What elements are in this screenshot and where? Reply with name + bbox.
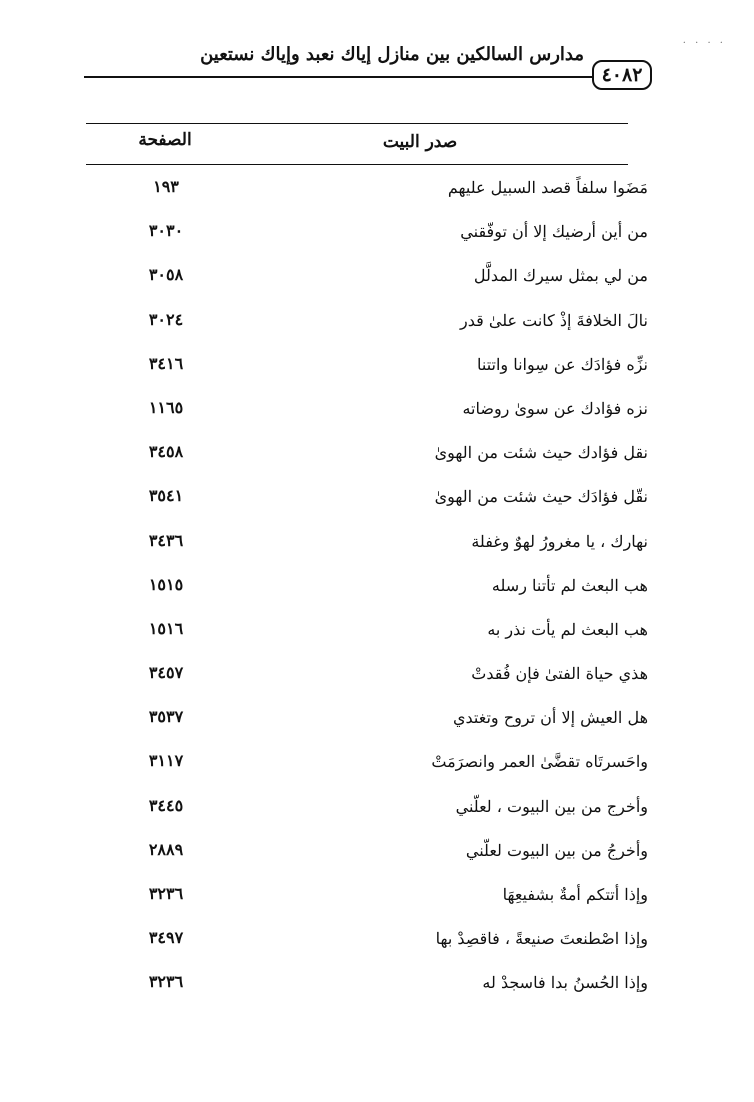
verse-text: هب البعث لم يأت نذر به bbox=[487, 619, 648, 639]
table-row bbox=[86, 166, 648, 210]
verse-text: من لي بمثل سيرك المدلَّل bbox=[473, 266, 648, 286]
table-row bbox=[86, 652, 648, 696]
column-header-page: الصفحة bbox=[138, 130, 192, 150]
verse-text: نزِّه فؤادَك عن سِوانا واتتنا bbox=[476, 354, 648, 374]
table-header-rule bbox=[86, 164, 628, 165]
page-ref: ٣٤٩٧ bbox=[148, 928, 184, 948]
verse-text: وأخرجُ من بين البيوت لعلّني bbox=[465, 840, 648, 860]
table-row bbox=[86, 254, 648, 298]
index-table-body bbox=[86, 166, 648, 1006]
verse-text: مَضَوا سلفاً قصد السبيل عليهم bbox=[447, 178, 648, 197]
table-row bbox=[86, 475, 648, 519]
verse-text: واحَسرتَاه تقضَّىٰ العمر وانصرَمَتْ bbox=[431, 752, 648, 772]
verse-text: وإذا الحُسنُ بدا فاسجدْ له bbox=[482, 973, 648, 993]
page-ref: ٣٠٢٤ bbox=[148, 309, 184, 329]
table-row bbox=[86, 740, 648, 784]
page-ref: ٣٠٥٨ bbox=[148, 265, 184, 285]
table-row bbox=[86, 785, 648, 829]
verse-text: هذي حياة الفتىٰ فإن فُقدتْ bbox=[471, 664, 648, 684]
table-row bbox=[86, 343, 648, 387]
page-ref: ٣٤٤٥ bbox=[148, 795, 184, 815]
verse-text: نزه فؤادك عن سوىٰ روضاته bbox=[462, 398, 648, 418]
page-ref: ٣٤١٦ bbox=[148, 353, 184, 373]
verse-text: هب البعث لم تأتنا رسله bbox=[491, 575, 648, 595]
page-ref: ٣٤٥٨ bbox=[148, 442, 184, 462]
page-ref: ٣٤٣٦ bbox=[148, 530, 184, 550]
table-top-rule bbox=[86, 123, 628, 124]
verse-text: وأخرج من بين البيوت ، لعلّني bbox=[455, 796, 648, 816]
column-header-verse: صدر البيت bbox=[382, 132, 458, 152]
header-rule bbox=[84, 76, 594, 78]
table-row bbox=[86, 210, 648, 254]
table-row bbox=[86, 961, 648, 1005]
verse-text: وإذا اصْطنعتَ صنيعةً ، فاقصِدْ بها bbox=[435, 929, 648, 949]
running-header-title: مدارس السالكين بين منازل إياك نعبد وإياك نستعين bbox=[200, 44, 584, 65]
page-ref: ١٥١٦ bbox=[148, 618, 184, 638]
table-row bbox=[86, 431, 648, 475]
page-ref: ١٥١٥ bbox=[148, 574, 184, 594]
table-row bbox=[86, 829, 648, 873]
page-ref: ١٩٣ bbox=[153, 177, 179, 196]
page-number: ٤٠٨٢ bbox=[601, 64, 643, 86]
page-ref: ٣٢٣٦ bbox=[148, 972, 184, 992]
table-row bbox=[86, 873, 648, 917]
page-ref: ١١٦٥ bbox=[148, 397, 184, 417]
table-row bbox=[86, 387, 648, 431]
page-ref: ٣٢٣٦ bbox=[148, 884, 184, 903]
table-row bbox=[86, 696, 648, 740]
verse-text: نهارك ، يا مغرورُ لهوٌ وغفلة bbox=[471, 531, 648, 551]
verse-text: نقل فؤادك حيث شئت من الهوىٰ bbox=[434, 443, 648, 463]
page-ref: ٣٥٤١ bbox=[148, 486, 184, 506]
corner-mark: · · · · bbox=[682, 38, 726, 49]
page-ref: ٣١١٧ bbox=[148, 751, 184, 771]
page-ref: ٣٥٣٧ bbox=[148, 707, 184, 727]
verse-text: نالَ الخلافةَ إذْ كانت علىٰ قدر bbox=[460, 310, 648, 330]
table-row bbox=[86, 917, 648, 961]
verse-text: هل العيش إلا أن تروح وتغتدي bbox=[453, 708, 648, 728]
table-row bbox=[86, 520, 648, 564]
verse-text: من أين أرضيك إلا أن توفّقني bbox=[460, 222, 648, 242]
page-number-badge bbox=[592, 60, 652, 90]
table-row bbox=[86, 608, 648, 652]
page-ref: ٣٤٥٧ bbox=[148, 663, 184, 683]
table-row bbox=[86, 299, 648, 343]
verse-text: نقّل فؤادَك حيث شئت من الهوىٰ bbox=[434, 487, 648, 507]
verse-text: وإذا أتتكم أمةٌ بشفيعِهَا bbox=[502, 885, 648, 904]
page-ref: ٣٠٣٠ bbox=[148, 221, 184, 241]
table-row bbox=[86, 564, 648, 608]
page-ref: ٢٨٨٩ bbox=[148, 839, 184, 859]
